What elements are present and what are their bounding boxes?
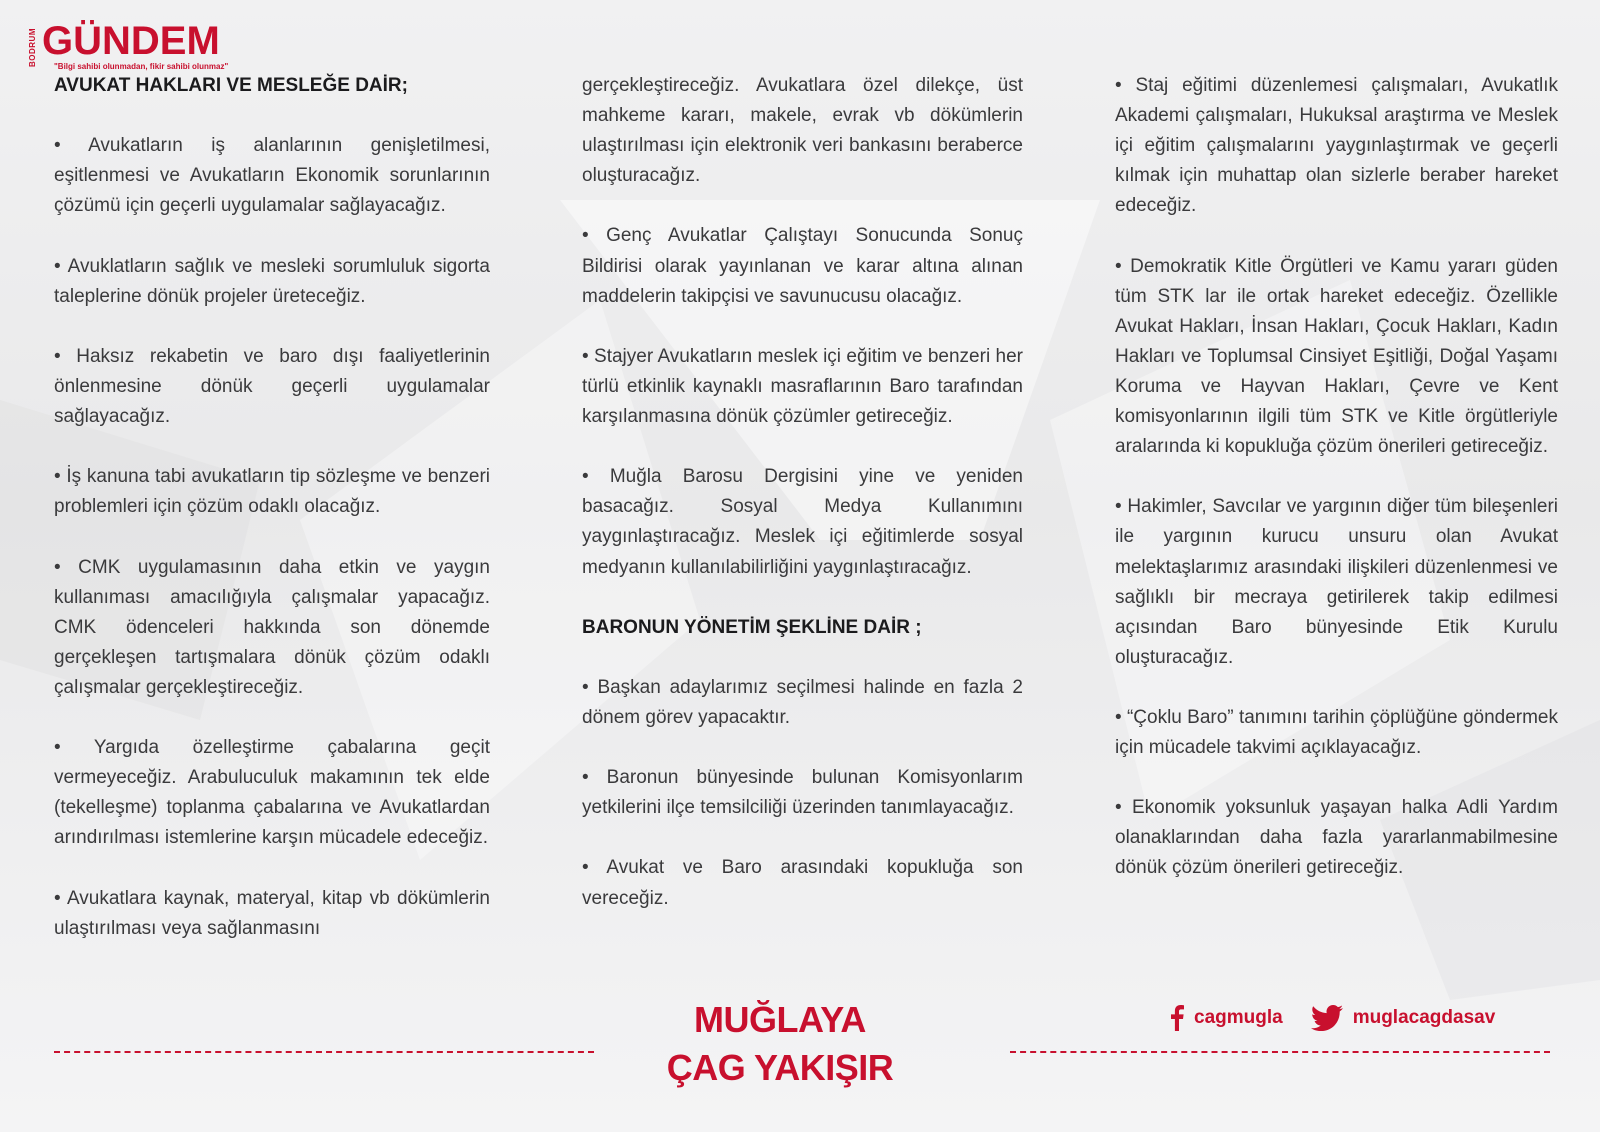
list-item: • Hakimler, Savcılar ve yargının diğer tüm bileşenleri ile yargının kurucu unsuru olan Avukat melektaşlarımız arasındaki ilişkileri düzenlenmesi ve sağlıklı bir mecraya getirilerek takip edilmesi açısından Baro bünyesinde Etik Kurulu oluşturacağız. [1115,496,1558,668]
list-item: gerçekleştireceğiz. Avukatlara özel dilekçe, üst mahkeme kararı, makele, evrak vb dökümlerin ulaştırılması için elektronik veri bankasını beraberce oluşturacağız. [582,75,1023,187]
bodrum-gundem-logo [28,20,238,76]
footer-slogan [640,996,920,1092]
list-item: • Avuklatların sağlık ve mesleki sorumluluk sigorta taleplerine dönük projeler üreteceğiz. [54,255,490,307]
list-item: • Baronun bünyesinde bulunan Komisyonlarım yetkilerini ilçe temsilciliği üzerinden tanımlayacağız. [582,767,1023,819]
column-3 [1115,71,1558,914]
footer-slogan-line-1: MUĞLAYA [694,999,866,1040]
list-item: • “Çoklu Baro” tanımını tarihin çöplüğüne göndermek için mücadele takvimi açıklayacağız. [1115,706,1558,759]
facebook-handle[interactable]: cagmugla [1194,1007,1283,1028]
twitter-icon[interactable] [1311,1005,1343,1031]
list-item: • Avukatlara kaynak, materyal, kitap vb dökümlerin ulaştırılması veya sağlanmasını [54,887,490,939]
list-item: • Staj eğitimi düzenlemesi çalışmaları, Avukatlık Akademi çalışmaları, Hukuksal araştırma ve Meslek içi eğitim çalışmalarını yaygınlaştırmak ve geçerli kılmak için muhattap olan sizlerle beraber hareket edeceğiz. [1115,75,1558,217]
list-item: • Genç Avukatlar Çalıştayı Sonucunda Sonuç Bildirisi olarak yayınlanan ve karar altına alınan maddelerin takipçisi ve savunucusu olacağız. [582,225,1023,307]
column-1 [54,71,490,974]
list-item: • Başkan adaylarımız seçilmesi halinde en fazla 2 dönem görev yapacaktır. [582,676,1023,728]
list-item: • CMK uygulamasının daha etkin ve yaygın kullanıması amacılığıyla çalışmalar yapacağız. CMK ödenceleri hakkında son dönemde gerçekleşen tartışmalara dönük çözüm odaklı çalışmalar gerçekleştireceğiz. [54,556,490,698]
list-item: • Muğla Barosu Dergisini yine ve yeniden basacağız. Sosyal Medya Kullanımını yaygınlaştıracağız. Meslek içi eğitimlerde sosyal medyanın kullanılabilirliğini yaygınlaştıracağız. [582,466,1023,578]
list-item: • Yargıda özelleştirme çabalarına geçit vermeyeceğiz. Arabuluculuk makamının tek elde (tekelleşme) toplanma çabalarına ve Avukatlardan arındırılması istemlerine karşın mücadele edeceğiz. [54,737,490,849]
section-heading-yonetim-sekli: BARONUN YÖNETİM ŞEKLİNE DAİR ; [582,616,922,638]
column-2 [582,71,1023,944]
list-item: • Ekonomik yoksunluk yaşayan halka Adli Yardım olanaklarından daha fazla yararlanmabilmesine dönük çözüm önerileri getireceğiz. [1115,797,1558,879]
list-item: • Demokratik Kitle Örgütleri ve Kamu yararı güden tüm STK lar ile ortak hareket edeceğiz. Özellikle Avukat Hakları, İnsan Hakları, Çocuk Hakları, Kadın Hakları ve Toplumsal Cinsiyet Eşitliği, Doğal Yaşamı Koruma ve Hayvan Hakları, Çevre ve Kent komisyonlarının ilgili tüm STK ve Kitle örgütleriyle aralarında ki kopukluğa çözüm önerileri getireceğiz. [1115,255,1558,458]
list-item: • Avukat ve Baro arasındaki kopukluğa son vereceğiz. [582,857,1023,909]
logo-side-text: BODRUM [28,28,37,68]
twitter-handle[interactable]: muglacagdasav [1352,1007,1496,1028]
list-item: • Stajyer Avukatların meslek içi eğitim ve benzeri her türlü etkinlik kaynaklı masraflarının Baro tarafından karşılanmasına dönük çözümler getireceğiz. [582,345,1023,428]
list-item: • İş kanuna tabi avukatların tip sözleşme ve benzeri problemleri için çözüm odaklı olacağız. [54,466,490,518]
footer-dashed-divider-left [54,1051,594,1053]
logo-main-text: GÜNDEM [42,19,220,63]
footer-slogan-line-2: ÇAG YAKIŞIR [666,1047,894,1088]
social-links [1170,1003,1495,1033]
logo-slogan: "Bilgi sahibi olunmadan, fikir sahibi olunmaz" [54,62,229,71]
section-heading-avukat-haklari: AVUKAT HAKLARI VE MESLEĞE DAİR; [54,75,408,96]
footer-dashed-divider-right [1010,1051,1550,1053]
list-item: • Avukatların iş alanlarının genişletilmesi, eşitlenmesi ve Avukatların Ekonomik sorunlarının çözümü için geçerli uygulamalar sağlayacağız. [54,135,490,217]
list-item: • Haksız rekabetin ve baro dışı faaliyetlerinin önlenmesine dönük geçerli uygulamalar sağlayacağız. [54,345,490,428]
facebook-icon[interactable] [1170,1005,1184,1031]
